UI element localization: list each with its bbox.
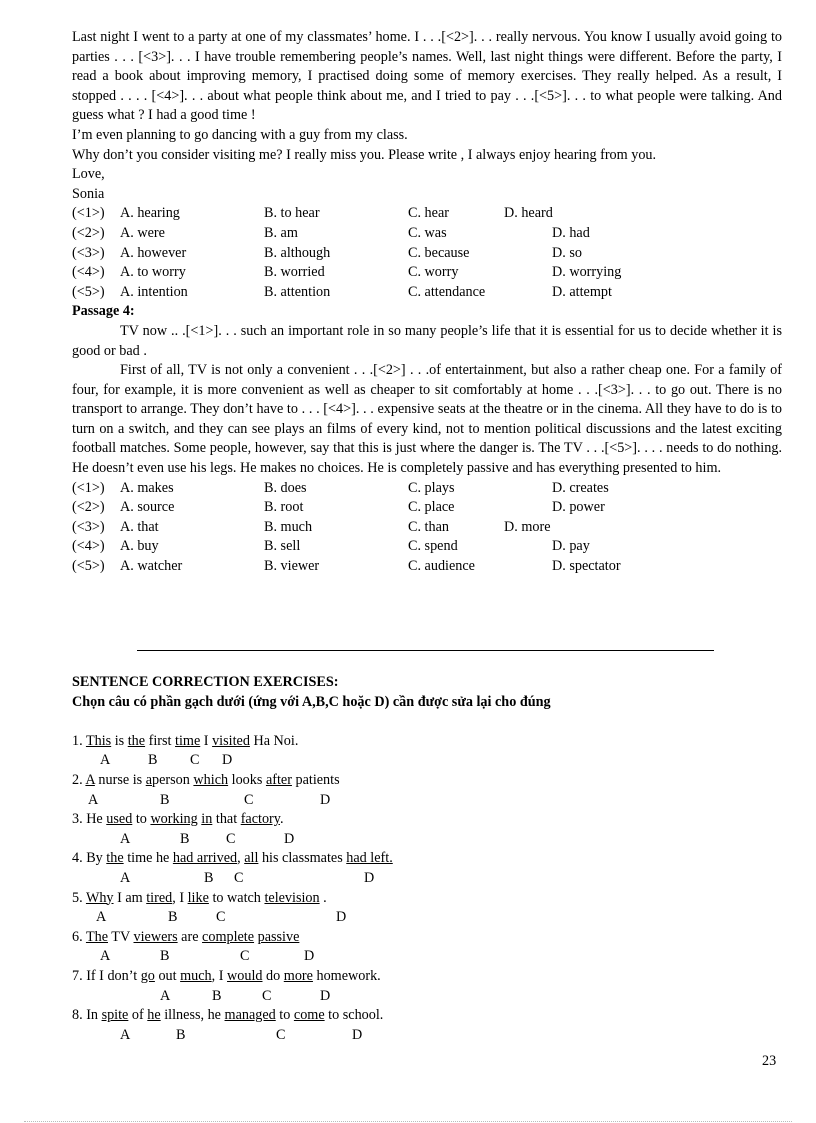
- option-c: C. attendance: [408, 283, 486, 300]
- question: 3. He used to working in that factory.: [72, 811, 284, 828]
- option-d: D. spectator: [552, 558, 621, 575]
- answer-letters: A B C D: [120, 1026, 363, 1043]
- option-d: D. more: [504, 518, 551, 535]
- option-b: B. am: [264, 224, 298, 241]
- closing: Love,: [72, 166, 105, 183]
- option-b: B. attention: [264, 283, 331, 300]
- option-c: C. worry: [408, 264, 459, 281]
- option-c: C. hear: [408, 205, 449, 222]
- section-instruction: Chọn câu có phần gạch dưới (ứng với A,B,C hoặc D) cần được sửa lại cho đúng: [72, 693, 551, 710]
- option-b: B. viewer: [264, 558, 320, 575]
- letter-paragraph-1: Last night I went to a party at one of my classmates’ home. I . . .[<2>]. . . really nervous. You know I usually avoid going to parties . . . [<3>]. . . I have trouble remembering people’s names. Well, last night things were different. Before the party, I read a book about improving memory, I practised doing some of memory exercises. They really helped. As a result, I stopped . . . . [<4>]. . . about what people think about me, and I tried to pay . . .[<5>]. . . to what people were talking. And guess what ? I had a good time !: [72, 29, 782, 124]
- option-d: D. worrying: [552, 264, 622, 281]
- passage4-paragraph-1: TV now .. .[<1>]. . . such an important role in so many people’s life that it is essential for us to decide whether it is good or bad .: [72, 322, 782, 359]
- answer-letters: A B C D: [160, 987, 331, 1004]
- option-a: A. were: [120, 224, 165, 241]
- answer-letters: A B C D: [120, 869, 375, 886]
- letter-paragraph-3: Why don’t you consider visiting me? I really miss you. Please write , I always enjoy hearing from you.: [72, 146, 657, 163]
- option-number: (<1>): [72, 205, 105, 222]
- option-row: [72, 224, 782, 244]
- option-d: D. power: [552, 499, 605, 516]
- option-row: [72, 498, 782, 518]
- option-number: (<5>): [72, 558, 105, 575]
- passage4-paragraph-2: First of all, TV is not only a convenient . . .[<2>] . . .of entertainment, but also a rather cheap one. For a family of four, for example, it is more convenient as well as cheaper to sit comfortably at home . . .[<3>]. . . to go out. There is no transport to arrange. They don’t have to . . . [<4>]. . . expensive seats at the theatre or in the cinema. All they have to do is to turn on a switch, and they can see plays an films of every kind, not to mention political discussions and the latest exciting football matches. Some people, however, say that this is just where the danger is. The TV . . .[<5>]. . . . needs to do nothing. He doesn’t even use his legs. He makes no choices. He is completely passive and has everything presented to him.: [72, 362, 782, 477]
- option-number: (<2>): [72, 224, 105, 241]
- letter-paragraph-2: I’m even planning to go dancing with a guy from my class.: [72, 126, 408, 143]
- signature: Sonia: [72, 185, 105, 202]
- option-b: B. root: [264, 499, 304, 516]
- question: 2. A nurse is aperson which looks after patients: [72, 771, 340, 788]
- option-a: A. however: [120, 244, 187, 261]
- option-a: A. that: [120, 518, 159, 535]
- answer-letters: A B C D: [120, 830, 295, 847]
- question: 4. By the time he had arrived, all his classmates had left.: [72, 850, 393, 867]
- document-body: [72, 28, 782, 577]
- option-b: B. worried: [264, 264, 325, 281]
- option-c: C. because: [408, 244, 470, 261]
- option-row: [72, 518, 782, 538]
- option-a: A. watcher: [120, 558, 183, 575]
- page-bottom-border: [24, 1121, 792, 1122]
- option-row: [72, 479, 782, 499]
- passage4-heading: Passage 4:: [72, 303, 135, 320]
- option-c: C. place: [408, 499, 455, 516]
- sentence-correction-section: [72, 673, 782, 1045]
- option-c: C. audience: [408, 558, 475, 575]
- option-d: D. creates: [552, 479, 609, 496]
- option-c: C. than: [408, 518, 449, 535]
- option-c: C. plays: [408, 479, 455, 496]
- option-row: [72, 283, 782, 303]
- option-b: B. to hear: [264, 205, 320, 222]
- option-a: A. source: [120, 499, 175, 516]
- option-number: (<5>): [72, 283, 105, 300]
- question: 6. The TV viewers are complete passive: [72, 928, 300, 945]
- question: 8. In spite of he illness, he managed to come to school.: [72, 1007, 384, 1024]
- option-number: (<1>): [72, 479, 105, 496]
- option-number: (<3>): [72, 244, 105, 261]
- option-number: (<2>): [72, 499, 105, 516]
- question: 7. If I don’t go out much, I would do more homework.: [72, 967, 381, 984]
- option-d: D. so: [552, 244, 582, 261]
- option-d: D. heard: [504, 205, 553, 222]
- option-b: B. sell: [264, 538, 301, 555]
- question: 5. Why I am tired, I like to watch television .: [72, 889, 327, 906]
- page-number: 23: [762, 1053, 777, 1069]
- option-number: (<4>): [72, 264, 105, 281]
- option-c: C. was: [408, 224, 447, 241]
- option-c: C. spend: [408, 538, 458, 555]
- option-a: A. makes: [120, 479, 174, 496]
- option-d: D. attempt: [552, 283, 612, 300]
- answer-letters: A B C D: [100, 752, 233, 769]
- section-title: SENTENCE CORRECTION EXERCISES:: [72, 674, 339, 690]
- option-b: B. although: [264, 244, 331, 261]
- option-a: A. buy: [120, 538, 159, 555]
- passage3-options: [72, 204, 782, 302]
- option-d: D. had: [552, 224, 590, 241]
- answer-letters: A B C D: [96, 909, 347, 926]
- passage4-options: [72, 479, 782, 577]
- answer-letters: A B C D: [100, 948, 315, 965]
- option-row: [72, 557, 782, 577]
- section-divider: [137, 650, 714, 651]
- option-b: B. does: [264, 479, 307, 496]
- option-d: D. pay: [552, 538, 590, 555]
- option-a: A. intention: [120, 283, 188, 300]
- option-b: B. much: [264, 518, 313, 535]
- option-row: [72, 244, 782, 264]
- option-row: [72, 263, 782, 283]
- option-number: (<3>): [72, 518, 105, 535]
- option-row: [72, 537, 782, 557]
- option-number: (<4>): [72, 538, 105, 555]
- answer-letters: A B C D: [88, 791, 331, 808]
- question: 1. This is the first time I visited Ha Noi.: [72, 732, 299, 749]
- option-a: A. hearing: [120, 205, 180, 222]
- option-a: A. to worry: [120, 264, 186, 281]
- option-row: [72, 204, 782, 224]
